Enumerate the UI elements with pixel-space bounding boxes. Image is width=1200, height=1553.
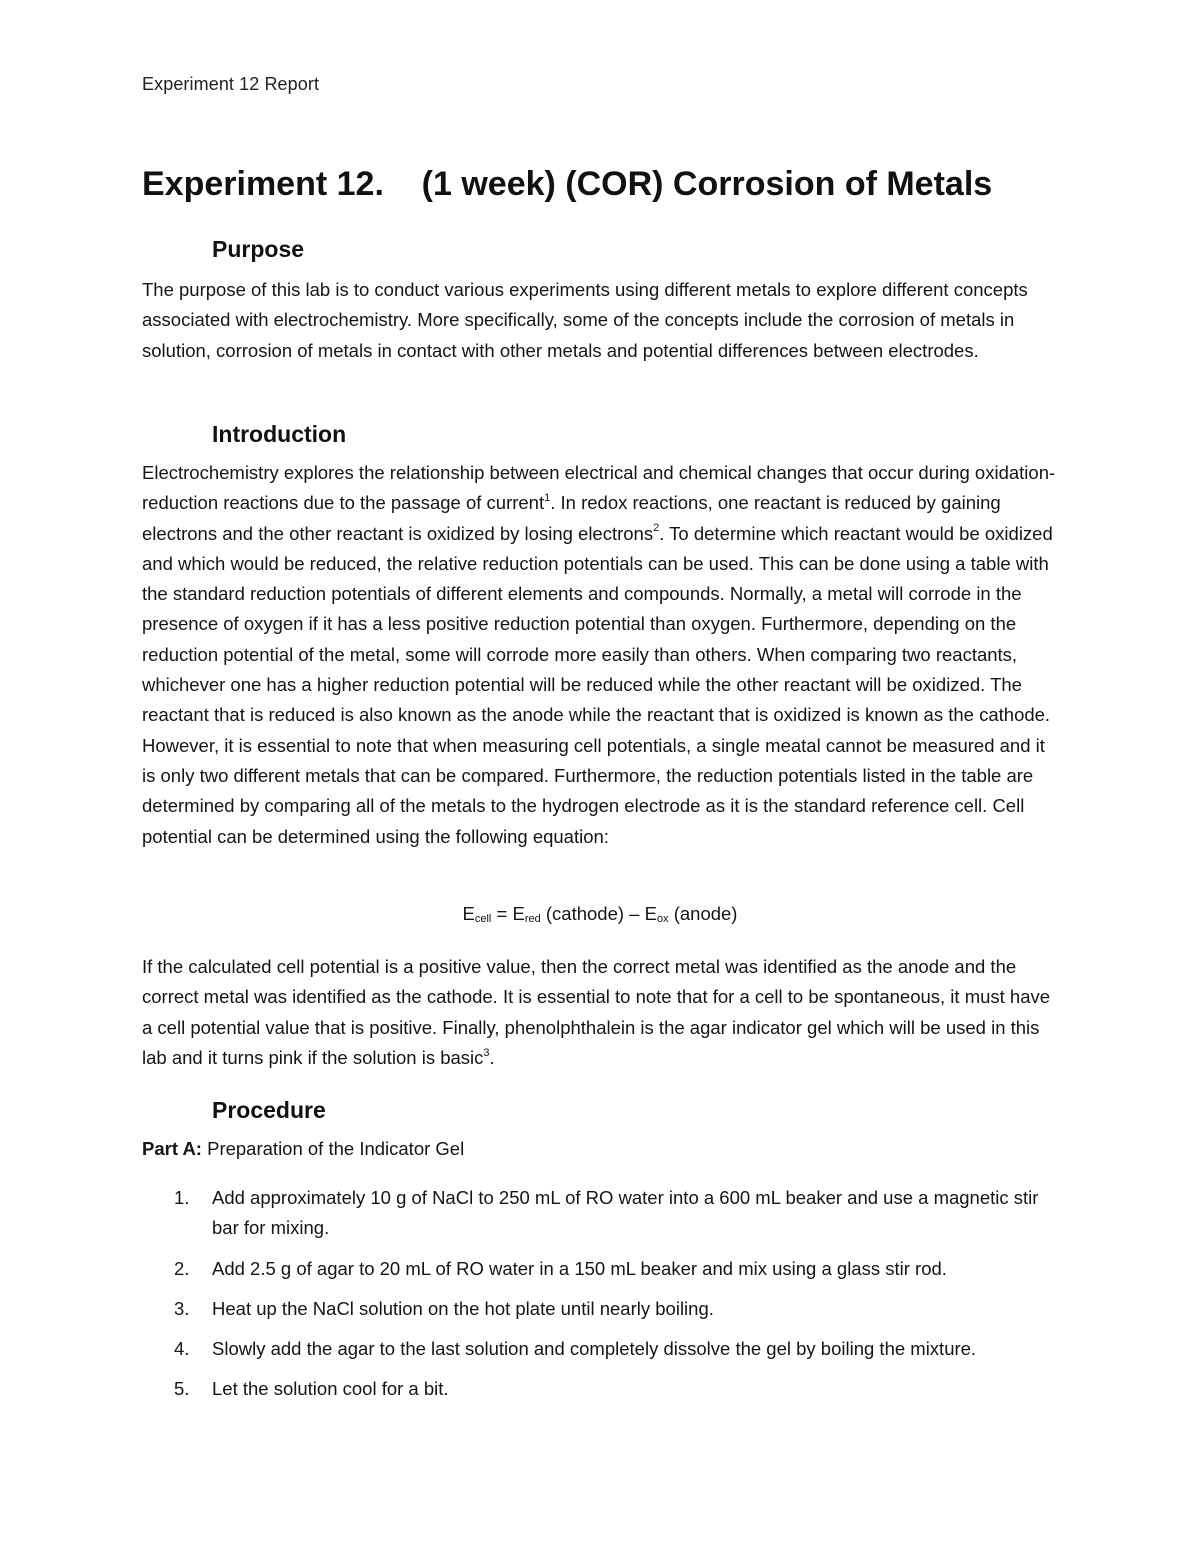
list-item [142,1294,1060,1324]
reference-2: 2 [653,522,660,535]
list-item [142,1254,1060,1284]
step-number: 2. [174,1257,190,1279]
equation-symbol: E [462,903,475,924]
list-item [142,1334,1060,1364]
introduction-paragraph [142,458,1060,852]
equation-subscript-cell: cell [474,913,492,925]
equation-subscript-red: red [524,913,541,925]
procedure-steps-list [142,1183,1060,1415]
equation-subscript-ox: ox [656,913,669,925]
intro2-text-part-1: If the calculated cell potential is a positive value, then the correct metal was identified as the anode and the correct metal was identified as the cathode. It is essential to note that for a cell to be spontaneous, it must have a cell potential value that is positive. Finally, phenolphthalein is the agar indicator gel which will be used in this lab and it turns pink if the solution is basic [142,956,1051,1068]
equation-text: (anode) [668,903,738,924]
document-title: Experiment 12. (1 week) (COR) Corrosion of Metals [142,165,993,203]
reference-3: 3 [483,1046,490,1059]
step-text: Let the solution cool for a bit. [212,1378,449,1400]
intro-text-part-3: . To determine which reactant would be oxidized and which would be reduced, the relative reduction potentials can be used. This can be done using a table with the standard reduction potentials of different elements and compounds. Normally, a metal will corrode in the presence of oxygen if it has a less positive reduction potential than oxygen. Furthermore, depending on the reduction potential of the metal, some will corrode more easily than others. When comparing two reactants, whichever one has a higher reduction potential will be reduced while the other reactant will be oxidized. The reactant that is reduced is also known as the anode while the reactant that is oxidized is known as the cathode. However, it is essential to note that when measuring cell potentials, a single meatal cannot be measured and it is only two different metals that can be compared. Furthermore, the reduction potentials listed in the table are determined by comparing all of the metals to the hydrogen electrode as it is the standard reference cell. Cell potential can be determined using the following equation: [142,522,1053,847]
step-text: Slowly add the agar to the last solution and completely dissolve the gel by boiling the mixture. [212,1338,977,1360]
part-a-label: Part A: [142,1138,202,1159]
intro-text-part-1: Electrochemistry explores the relationship between electrical and chemical changes that occur during oxidation-reduction reactions due to the passage of current [142,462,1056,514]
purpose-paragraph: The purpose of this lab is to conduct various experiments using different metals to explore different concepts associated with electrochemistry. More specifically, some of the concepts include the corrosion of metals in solution, corrosion of metals in contact with other metals and potential differences between electrodes. [142,279,1028,361]
introduction-paragraph-2 [142,952,1060,1073]
procedure-heading: Procedure [212,1097,326,1123]
part-a-title: Preparation of the Indicator Gel [201,1138,465,1159]
step-text: Add approximately 10 g of NaCl to 250 mL of RO water into a 600 mL beaker and use a magnetic stir bar for mixing. [212,1187,1039,1239]
step-text: Heat up the NaCl solution on the hot plate until nearly boiling. [212,1297,714,1319]
list-item [142,1374,1060,1404]
step-number: 4. [174,1338,190,1360]
running-header: Experiment 12 Report [142,74,320,94]
equation-text: = E [491,903,525,924]
purpose-heading: Purpose [212,236,305,262]
reference-1: 1 [544,492,551,505]
step-number: 5. [174,1378,190,1400]
step-text: Add 2.5 g of agar to 20 mL of RO water in a 150 mL beaker and mix using a glass stir rod. [212,1257,947,1279]
step-number: 1. [174,1187,190,1208]
part-a-subheading [142,1138,464,1160]
step-number: 3. [174,1297,190,1319]
intro-text-part-2: . In redox reactions, one reactant is reduced by gaining electrons and the other reactant is oxidized by losing electrons [142,492,1001,544]
introduction-heading: Introduction [212,421,347,447]
intro2-text-part-2: . [489,1046,495,1068]
cell-potential-equation [0,903,1200,925]
list-item [142,1183,1060,1244]
equation-text: (cathode) – E [540,903,657,924]
